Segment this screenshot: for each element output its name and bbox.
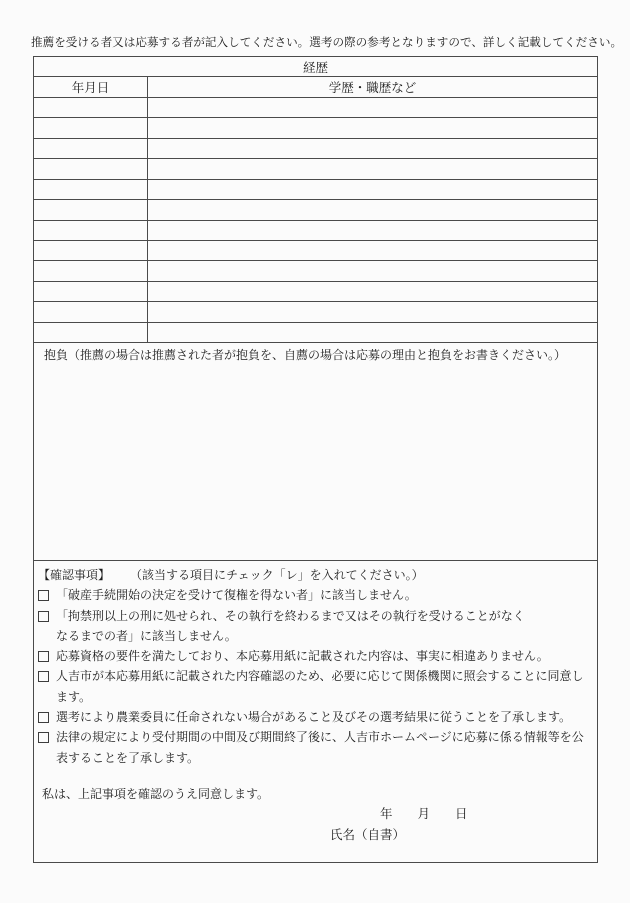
confirmation-item	[38, 666, 591, 707]
history-date-cell[interactable]	[34, 282, 148, 301]
history-row	[34, 282, 597, 302]
history-row	[34, 139, 597, 159]
history-entry-cell[interactable]	[148, 261, 597, 280]
checkbox-icon[interactable]	[38, 651, 49, 662]
history-entry-cell[interactable]	[148, 118, 597, 137]
confirmation-item	[38, 646, 591, 666]
checkbox-icon[interactable]	[38, 611, 49, 622]
history-date-cell[interactable]	[34, 98, 148, 117]
confirmation-item-line: ます。	[56, 689, 92, 704]
history-entry-cell[interactable]	[148, 98, 597, 117]
aspiration-label: 抱負（推薦の場合は推薦された者が抱負を、自薦の場合は応募の理由と抱負をお書きください。）	[44, 348, 567, 362]
checkbox-icon[interactable]	[38, 671, 49, 682]
confirmation-item-line: 選考により農業委員に任命されない場合があること及びその選考結果に従うことを了承します。	[56, 710, 572, 725]
confirmation-item-line: 人吉市が本応募用紙に記載された内容確認のため、必要に応じて関係機関に照会することに同意し	[56, 669, 584, 684]
confirmation-item-line: 表することを了承します。	[56, 750, 200, 765]
history-date-cell[interactable]	[34, 180, 148, 199]
history-date-cell[interactable]	[34, 261, 148, 280]
confirmation-title: 【確認事項】	[38, 568, 111, 582]
history-entry-cell[interactable]	[148, 221, 597, 240]
history-date-cell[interactable]	[34, 241, 148, 260]
column-header-date: 年月日	[34, 77, 148, 97]
history-row	[34, 323, 597, 343]
history-date-cell[interactable]	[34, 159, 148, 178]
instruction-text: 推薦を受ける者又は応募する者が記入してください。選考の際の参考となりますので、詳しく記載してください。	[31, 36, 623, 49]
history-row	[34, 118, 597, 138]
history-row	[34, 159, 597, 179]
career-table-header-row	[34, 77, 597, 98]
history-entry-cell[interactable]	[148, 241, 597, 260]
history-row	[34, 302, 597, 322]
history-date-cell[interactable]	[34, 118, 148, 137]
confirmation-note: （該当する項目にチェック「レ」を入れてください。）	[130, 568, 424, 582]
history-entry-cell[interactable]	[148, 200, 597, 219]
application-form-table	[33, 56, 598, 863]
confirmation-item-text	[56, 606, 591, 647]
confirmation-item-line: 応募資格の要件を満たしており、本応募用紙に記載された内容は、事実に相違ありません。	[56, 649, 549, 664]
history-date-cell[interactable]	[34, 221, 148, 240]
confirmation-section	[34, 561, 597, 862]
history-date-cell[interactable]	[34, 302, 148, 321]
aspiration-section[interactable]	[34, 343, 597, 561]
history-entry-cell[interactable]	[148, 159, 597, 178]
history-entry-cell[interactable]	[148, 282, 597, 301]
history-row	[34, 241, 597, 261]
consent-statement: 私は、上記事項を確認のうえ同意します。	[42, 786, 270, 801]
confirmation-item-line: 「破産手続開始の決定を受けて復権を得ない者」に該当しません。	[56, 588, 417, 603]
career-history-rows	[34, 98, 597, 343]
history-entry-cell[interactable]	[148, 180, 597, 199]
confirmation-item-line: なるまでの者」に該当しません。	[56, 628, 237, 643]
history-row	[34, 261, 597, 281]
checkbox-icon[interactable]	[38, 590, 49, 601]
history-row	[34, 180, 597, 200]
checkbox-icon[interactable]	[38, 732, 49, 743]
confirmation-item-text	[56, 727, 591, 768]
history-date-cell[interactable]	[34, 139, 148, 158]
history-row	[34, 200, 597, 220]
confirmation-item-line: 「拘禁刑以上の刑に処せられ、その執行を終わるまで又はその執行を受けることがなく	[56, 608, 525, 623]
date-fill-line[interactable]: 年 月 日	[380, 807, 468, 822]
signature-name-label[interactable]: 氏名（自書）	[330, 827, 406, 842]
checkbox-icon[interactable]	[38, 712, 49, 723]
career-table-title: 経歴	[34, 57, 597, 77]
confirmation-header	[38, 565, 591, 585]
confirmation-item-text	[56, 666, 591, 707]
history-row	[34, 98, 597, 118]
history-entry-cell[interactable]	[148, 139, 597, 158]
confirmation-item-line: 法律の規定により受付期間の中間及び期間終了後に、人吉市ホームページに応募に係る情報等を公	[56, 730, 584, 745]
history-row	[34, 221, 597, 241]
confirmation-item-text	[56, 707, 591, 727]
column-header-history: 学歴・職歴など	[328, 81, 417, 95]
confirmation-item	[38, 585, 591, 605]
confirmation-item	[38, 727, 591, 768]
confirmation-item-text	[56, 585, 591, 605]
history-date-cell[interactable]	[34, 323, 148, 342]
history-entry-cell[interactable]	[148, 323, 597, 342]
confirmation-item	[38, 707, 591, 727]
history-date-cell[interactable]	[34, 200, 148, 219]
confirmation-item	[38, 606, 591, 647]
confirmation-item-text	[56, 646, 591, 666]
history-entry-cell[interactable]	[148, 302, 597, 321]
